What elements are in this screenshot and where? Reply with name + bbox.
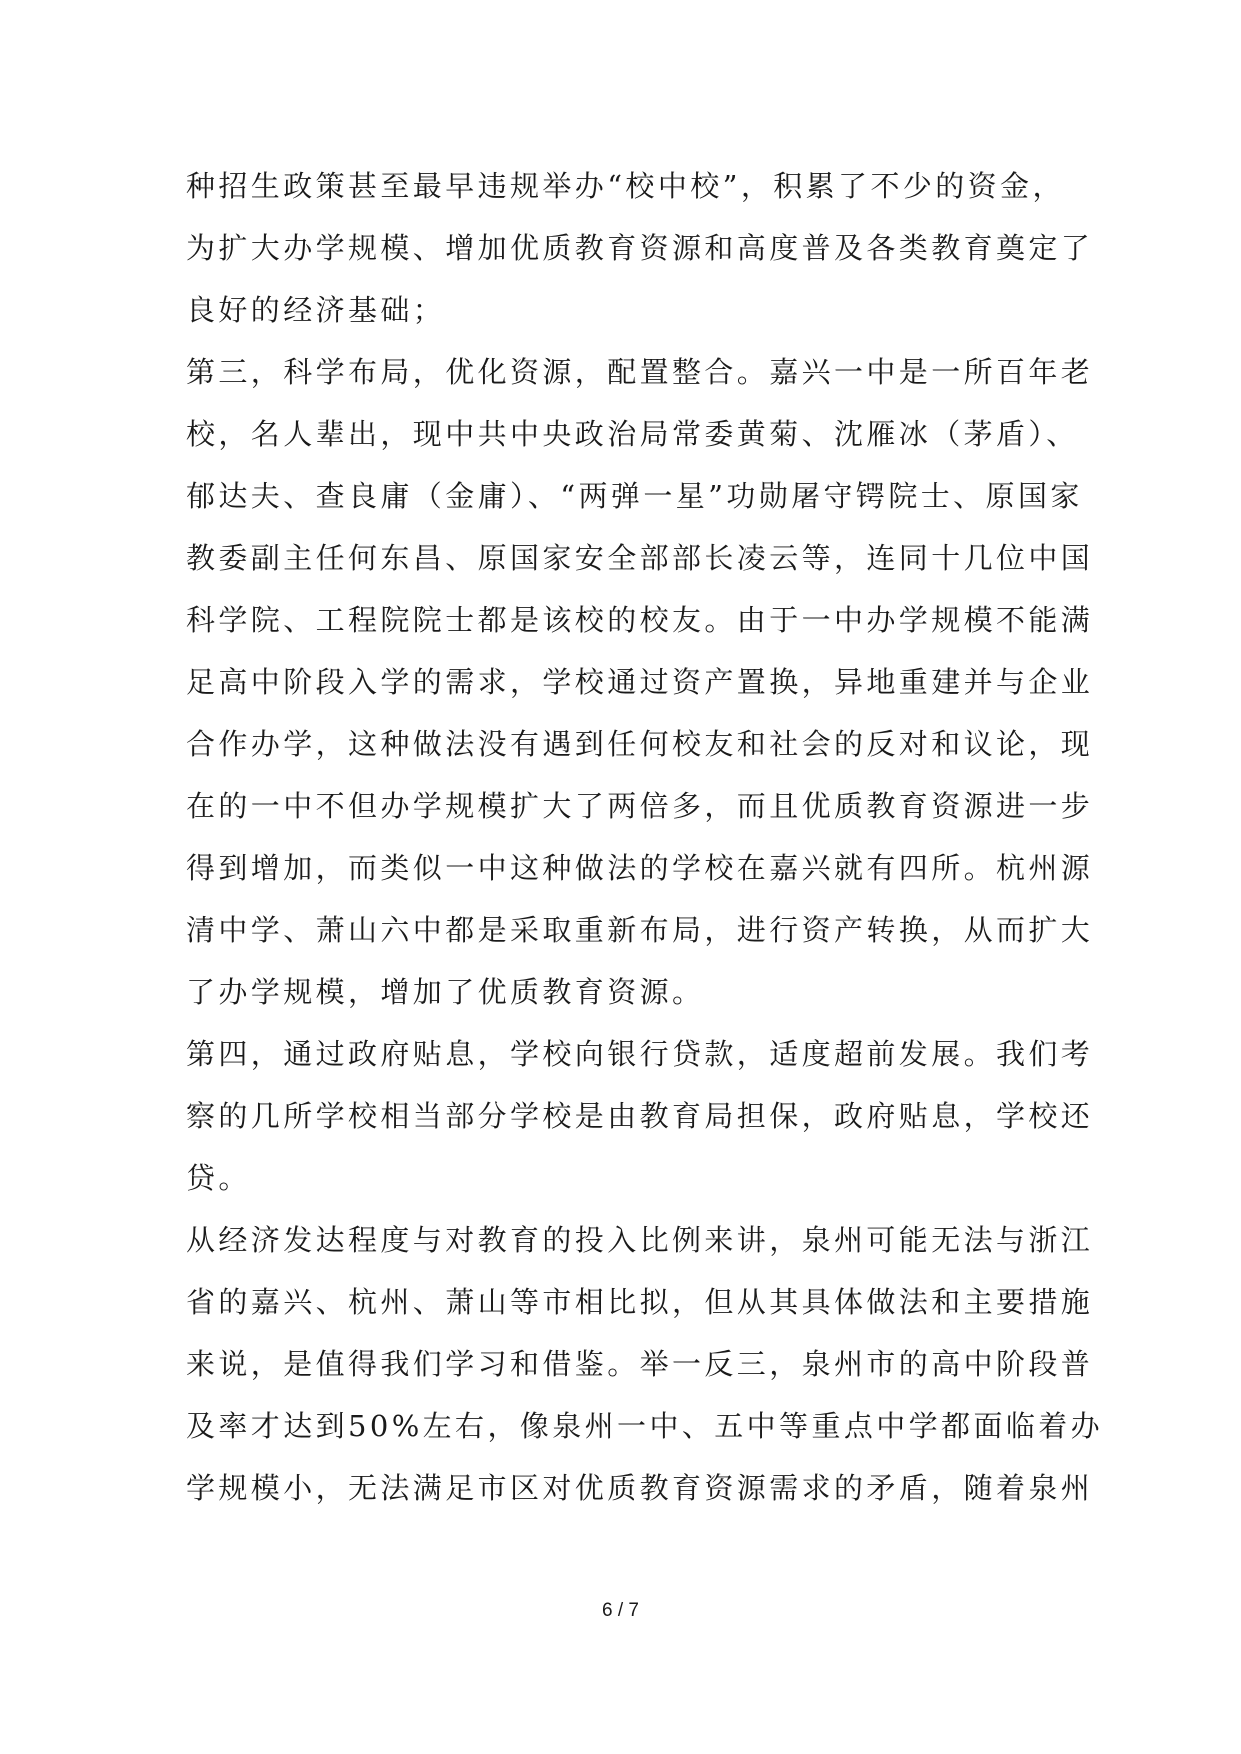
- text-line: 得到增加，而类似一中这种做法的学校在嘉兴就有四所。杭州源: [186, 851, 1094, 885]
- text-line: 第四，通过政府贴息，学校向银行贷款，适度超前发展。我们考: [186, 1037, 1094, 1071]
- body-text: [186, 155, 1104, 1519]
- text-line: 郁达夫、查良庸（金庸）、“两弹一星”功勋屠守锷院士、原国家: [186, 479, 1083, 513]
- page-number: 6 / 7: [602, 1600, 639, 1621]
- text-line: 清中学、萧山六中都是采取重新布局，进行资产转换，从而扩大: [186, 913, 1094, 947]
- text-line: 贷。: [186, 1161, 251, 1195]
- text-line: 及率才达到50%左右，像泉州一中、五中等重点中学都面临着办: [186, 1409, 1104, 1443]
- text-line: 科学院、工程院院士都是该校的校友。由于一中办学规模不能满: [186, 603, 1094, 637]
- text-line: 良好的经济基础；: [186, 293, 446, 327]
- text-line: 教委副主任何东昌、原国家安全部部长凌云等，连同十几位中国: [186, 541, 1094, 575]
- text-line: 察的几所学校相当部分学校是由教育局担保，政府贴息，学校还: [186, 1099, 1094, 1133]
- text-line: 为扩大办学规模、增加优质教育资源和高度普及各类教育奠定了: [186, 231, 1094, 265]
- text-line: 足高中阶段入学的需求，学校通过资产置换，异地重建并与企业: [186, 665, 1094, 699]
- text-line: 在的一中不但办学规模扩大了两倍多，而且优质教育资源进一步: [186, 789, 1094, 823]
- text-line: 合作办学，这种做法没有遇到任何校友和社会的反对和议论，现: [186, 727, 1094, 761]
- text-line: 学规模小，无法满足市区对优质教育资源需求的矛盾，随着泉州: [186, 1471, 1094, 1505]
- text-line: 了办学规模，增加了优质教育资源。: [186, 975, 705, 1009]
- text-line: 来说，是值得我们学习和借鉴。举一反三，泉州市的高中阶段普: [186, 1347, 1094, 1381]
- text-line: 省的嘉兴、杭州、萧山等市相比拟，但从其具体做法和主要措施: [186, 1285, 1094, 1319]
- text-line: 第三，科学布局，优化资源，配置整合。嘉兴一中是一所百年老: [186, 355, 1094, 389]
- text-line: 校，名人辈出，现中共中央政治局常委黄菊、沈雁冰（茅盾）、: [186, 417, 1079, 451]
- text-line: 种招生政策甚至最早违规举办“校中校”，积累了不少的资金，: [186, 169, 1065, 203]
- text-line: 从经济发达程度与对教育的投入比例来讲，泉州可能无法与浙江: [186, 1223, 1094, 1257]
